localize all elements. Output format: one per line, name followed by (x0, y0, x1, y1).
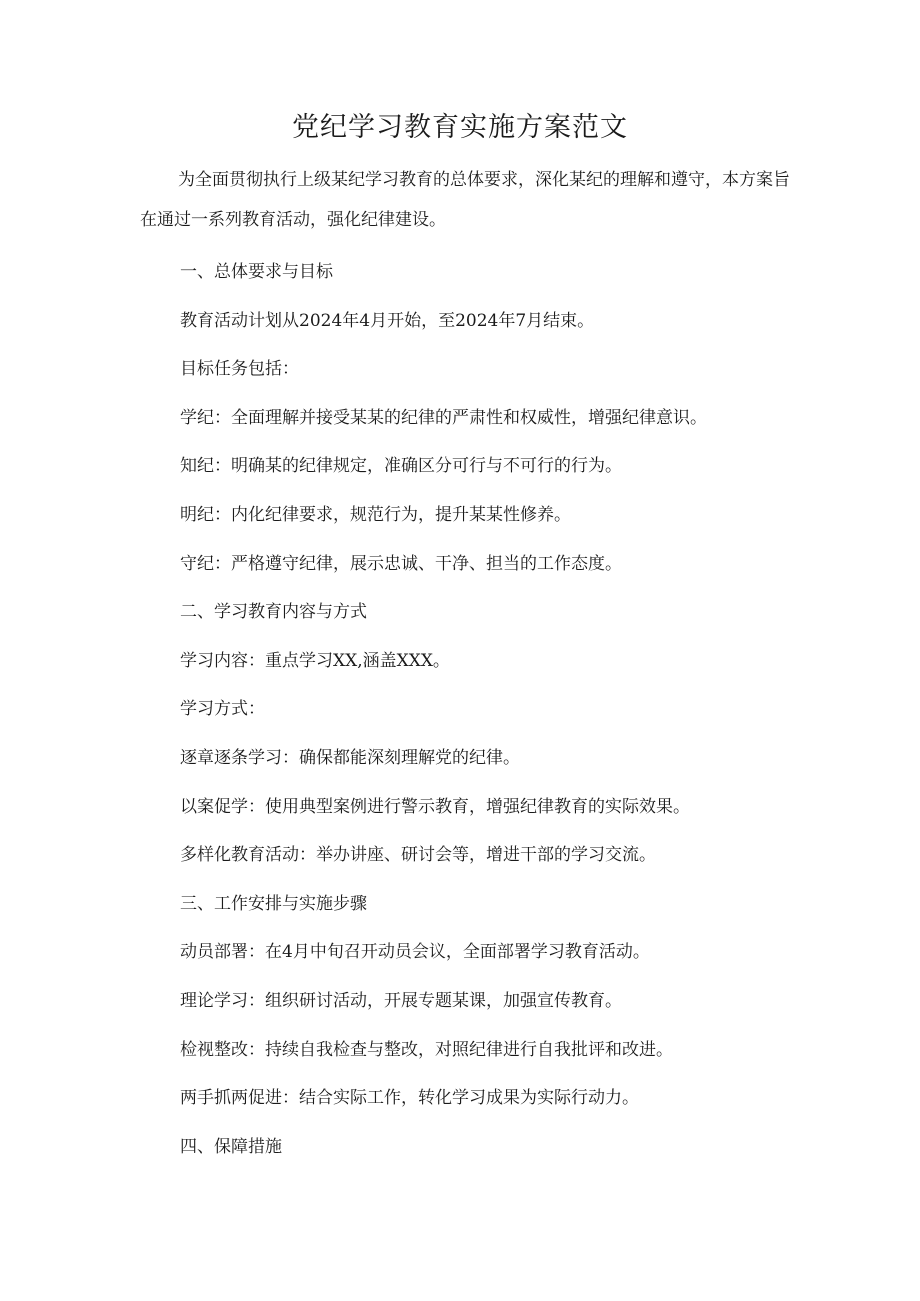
intro-paragraph: 为全面贯彻执行上级某纪学习教育的总体要求，深化某纪的理解和遵守，本方案旨在通过一系列教育活动，强化纪律建设。 (140, 170, 790, 230)
paragraph-line: 逐章逐条学习：确保都能深刻理解党的纪律。 (180, 747, 520, 768)
paragraph-line: 检视整改：持续自我检查与整改，对照纪律进行自我批评和改进。 (180, 1039, 673, 1060)
section-heading-4: 四、保障措施 (180, 1136, 282, 1157)
paragraph-line: 两手抓两促进：结合实际工作，转化学习成果为实际行动力。 (180, 1088, 639, 1109)
paragraph-line: 明纪：内化纪律要求，规范行为，提升某某性修养。 (180, 504, 571, 525)
section-heading-1: 一、总体要求与目标 (180, 262, 333, 282)
paragraph-line: 学习内容：重点学习XX,涵盖XXX。 (180, 650, 450, 671)
paragraph-line: 动员部署：在4月中旬召开动员会议，全面部署学习教育活动。 (180, 942, 650, 963)
document-title: 党纪学习教育实施方案范文 (292, 112, 628, 143)
paragraph-line: 理论学习：组织研讨活动，开展专题某课，加强宣传教育。 (180, 990, 622, 1011)
paragraph-line: 目标任务包括： (180, 359, 299, 380)
section-heading-2: 二、学习教育内容与方式 (180, 602, 367, 623)
paragraph-line: 多样化教育活动：举办讲座、研讨会等，增进干部的学习交流。 (180, 845, 656, 866)
paragraph-line: 以案促学：使用典型案例进行警示教育，增强纪律教育的实际效果。 (180, 796, 690, 817)
paragraph-line: 知纪：明确某的纪律规定，准确区分可行与不可行的行为。 (180, 456, 622, 477)
paragraph-line: 学习方式： (180, 699, 265, 720)
paragraph-line: 学纪：全面理解并接受某某的纪律的严肃性和权威性，增强纪律意识。 (180, 407, 707, 428)
document-body (180, 252, 800, 1175)
section-heading-3: 三、工作安排与实施步骤 (180, 893, 367, 914)
paragraph-line: 守纪：严格遵守纪律，展示忠诚、干净、担当的工作态度。 (180, 553, 622, 574)
paragraph-line: 教育活动计划从2024年4月开始，至2024年7月结束。 (180, 310, 595, 331)
